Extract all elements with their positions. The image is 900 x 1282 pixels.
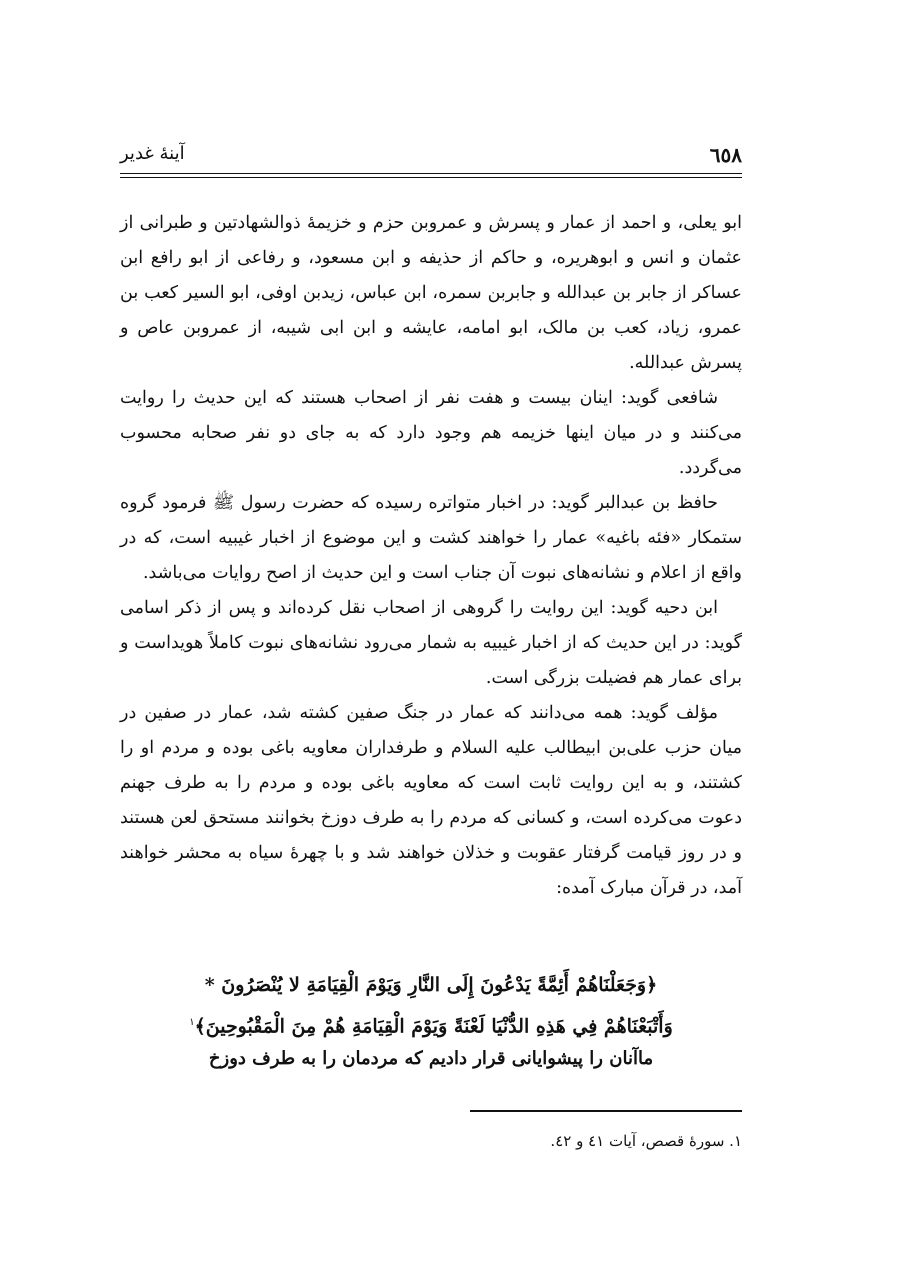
paragraph: ابو یعلی، و احمد از عمار و پسرش و عمروبن حزم و خزیمهٔ ذوالشهادتین و طبرانی از عثمان و انس و ابوهریره، و حاکم از حذیفه و ابن مسعود، و رفاعی از ابو رافع ابن عساکر از جابر بن عبدالله و جابربن سمره، ابن عباس، زیدبن اوفی، ابو السیر کعب بن عمرو، زیاد، کعب بن مالک، ابو امامه، عایشه و ابن ابی شیبه، از عمروبن عاص و پسرش عبدالله. xyxy=(120,213,742,373)
paragraph: شافعی گوید: اینان بیست و هفت نفر از اصحاب هستند که این حدیث را روایت می‌کنند و در میان اینها خزیمه هم وجود دارد که به جای دو نفر صحابه محسوب می‌گردد. xyxy=(120,388,742,478)
verse-translation: ماآنان را پیشوایانی قرار دادیم که مردمان را به طرف دوزخ xyxy=(208,1048,654,1069)
body-text xyxy=(120,206,742,906)
footnote-marker: ١ xyxy=(189,1017,195,1028)
footnote-divider xyxy=(470,1110,742,1112)
quran-verse-text: وَأَتْبَعْنَاهُمْ فِي هَذِهِ الدُّنْيَا لَعْنَةً وَيَوْمَ الْقِيَامَةِ هُمْ مِنَ الْمَقْبُوحِينَ﴾ xyxy=(194,1015,673,1038)
paragraph: ابن دحیه گوید: این روایت را گروهی از اصحاب نقل کرده‌اند و پس از ذکر اسامی گوید: در این حدیث که از اخبار غیبیه به شمار می‌رود نشانه‌های نبوت کاملاً هویداست و برای عمار هم فضیلت بزرگی است. xyxy=(120,598,742,688)
page-number: ٦٥٨ xyxy=(709,143,742,167)
quran-verse xyxy=(120,966,742,1045)
header-divider xyxy=(120,173,742,178)
page-header xyxy=(120,143,742,171)
paragraph: حافظ بن عبدالبر گوید: در اخبار متواتره رسیده که حضرت رسول ﷺ فرمود گروه ستمکار «فئه باغیه» عمار را خواهند کشت و این موضوع از اخبار غیبیه است، که در واقع از اعلام و نشانه‌های نبوت آن جناب است و این حدیث از اصح روایات می‌باشد. xyxy=(120,493,742,583)
running-title: آینهٔ غدیر xyxy=(120,143,185,164)
footnote: ١. سورهٔ قصص، آیات ٤١ و ٤٢. xyxy=(550,1132,742,1150)
quran-verse-line: ﴿وَجَعَلْنَاهُمْ أَئِمَّةً يَدْعُونَ إِلَى النَّارِ وَيَوْمَ الْقِيَامَةِ لا يُنْصَرُونَ * xyxy=(204,974,658,996)
paragraph: مؤلف گوید: همه می‌دانند که عمار در جنگ صفین کشته شد، عمار در صفین در میان حزب علی‌بن ابیطالب علیه السلام و طرفداران معاویه باغی بوده و مردم او را کشتند، و به این روایت ثابت است که معاویه باغی بوده و مردم را به طرف جهنم دعوت می‌کرده است، و کسانی که مردم را به طرف دوزخ بخوانند مستحق لعن هستند و در روز قیامت گرفتار عقوبت و خذلان خواهند شد و با چهرهٔ سیاه به محشر خواهند آمد، در قرآن مبارک آمده: xyxy=(120,703,742,898)
